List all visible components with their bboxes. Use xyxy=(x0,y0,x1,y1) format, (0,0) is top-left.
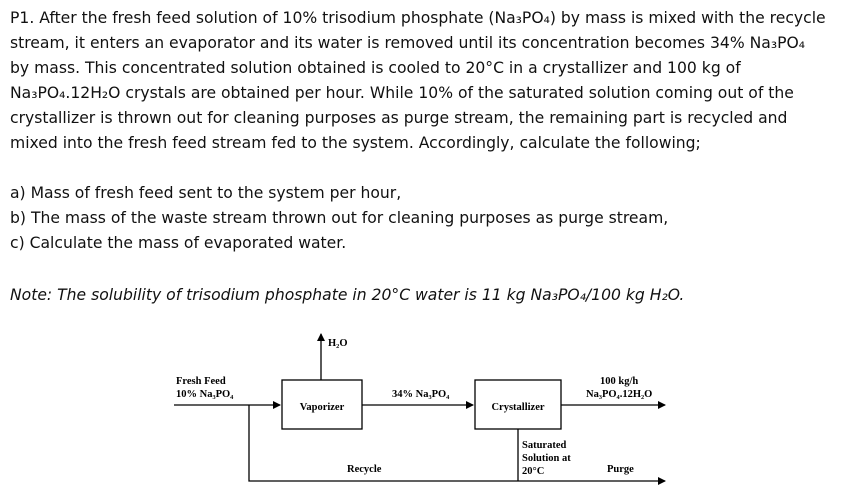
problem-line: stream, it enters an evaporator and its water is removed until its concentration becomes 34% Na₃PO₄ xyxy=(10,34,806,52)
problem-line: Na₃PO₄.12H₂O crystals are obtained per hour. While 10% of the saturated solution coming out of the xyxy=(10,84,794,102)
problem-line: crystallizer is thrown out for cleaning purposes as purge stream, the remaining part is recycled and xyxy=(10,109,788,127)
concentrate-label: 34% Na₃PO₄ xyxy=(392,389,450,400)
fresh-feed-label: Fresh Feed xyxy=(176,376,226,387)
question-a: a) Mass of fresh feed sent to the system per hour, xyxy=(10,184,402,202)
saturated-label-2: Solution at xyxy=(522,453,571,464)
crystals-formula: Na₃PO₄.12H₂O xyxy=(586,389,653,400)
question-b: b) The mass of the waste stream thrown out for cleaning purposes as purge stream, xyxy=(10,209,669,227)
problem-line: mixed into the fresh feed stream fed to the system. Accordingly, calculate the following; xyxy=(10,134,701,152)
crystals-rate: 100 kg/h xyxy=(600,376,639,387)
vaporizer-label: Vaporizer xyxy=(299,402,345,413)
problem-line: P1. After the fresh feed solution of 10% trisodium phosphate (Na₃PO₄) by mass is mixed with the recycle xyxy=(10,9,826,27)
fresh-feed-concentration: 10% Na₃PO₄ xyxy=(176,389,234,400)
question-c: c) Calculate the mass of evaporated water. xyxy=(10,234,347,252)
water-label: H₂O xyxy=(328,338,348,349)
crystallizer-label: Crystallizer xyxy=(491,402,545,413)
solubility-note: Note: The solubility of trisodium phosphate in 20°C water is 11 kg Na₃PO₄/100 kg H₂O. xyxy=(10,286,685,304)
saturated-label-1: Saturated xyxy=(522,440,567,451)
saturated-label-3: 20°C xyxy=(522,466,545,477)
purge-label: Purge xyxy=(607,464,634,475)
recycle-label: Recycle xyxy=(347,464,382,475)
problem-line: by mass. This concentrated solution obtained is cooled to 20°C in a crystallizer and 100 kg of xyxy=(10,59,741,77)
